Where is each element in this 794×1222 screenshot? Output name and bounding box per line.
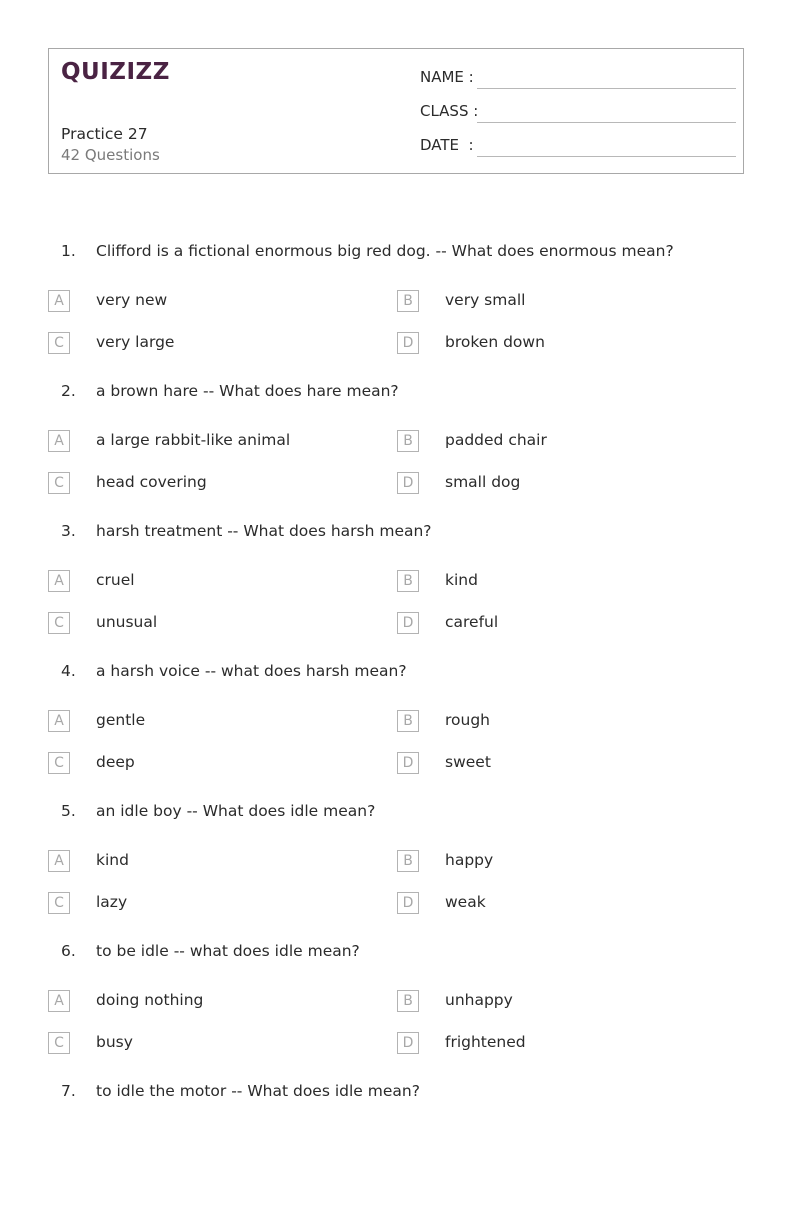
option-letter-box[interactable]: C [48,752,70,774]
question-item [0,242,794,382]
option-letter-box[interactable]: D [397,892,419,914]
question-number: 4. [61,662,76,680]
name-label: NAME : [420,68,474,86]
option-letter-box[interactable]: A [48,290,70,312]
option-text: happy [445,851,494,869]
date-line[interactable] [477,156,736,157]
question-text: a brown hare -- What does hare mean? [96,382,399,400]
option-text: busy [96,1033,133,1051]
question-item [0,662,794,802]
option-letter-box[interactable]: A [48,430,70,452]
option-letter-box[interactable]: B [397,430,419,452]
option-letter-box[interactable]: D [397,752,419,774]
option-text: careful [445,613,499,631]
question-text: to idle the motor -- What does idle mean? [96,1082,420,1100]
worksheet-header [48,48,744,174]
date-field[interactable] [420,136,735,156]
option-text: broken down [445,333,545,351]
option-text: gentle [96,711,146,729]
question-number: 7. [61,1082,76,1100]
question-text: Clifford is a fictional enormous big red dog. -- What does enormous mean? [96,242,674,260]
question-number: 6. [61,942,76,960]
option-letter-box[interactable]: B [397,570,419,592]
question-item [0,1082,794,1222]
option-letter-box[interactable]: C [48,1032,70,1054]
question-item [0,802,794,942]
option-letter-box[interactable]: C [48,612,70,634]
class-field[interactable] [420,102,735,122]
option-text: sweet [445,753,491,771]
question-count: 42 Questions [61,146,160,164]
option-letter-box[interactable]: B [397,710,419,732]
option-letter-box[interactable]: A [48,710,70,732]
quizizz-logo: QUIZIZZ [61,59,170,85]
option-letter-box[interactable]: D [397,612,419,634]
option-text: kind [96,851,129,869]
question-item [0,522,794,662]
option-text: rough [445,711,491,729]
option-text: small dog [445,473,521,491]
option-text: very new [96,291,168,309]
question-item [0,382,794,522]
question-text: harsh treatment -- What does harsh mean? [96,522,432,540]
option-text: deep [96,753,135,771]
option-text: weak [445,893,486,911]
option-text: a large rabbit-like animal [96,431,291,449]
option-letter-box[interactable]: C [48,332,70,354]
question-text: an idle boy -- What does idle mean? [96,802,376,820]
option-letter-box[interactable]: B [397,290,419,312]
worksheet-title: Practice 27 [61,125,148,143]
option-letter-box[interactable]: C [48,892,70,914]
option-text: unusual [96,613,158,631]
option-text: lazy [96,893,128,911]
name-line[interactable] [477,88,736,89]
option-text: unhappy [445,991,513,1009]
question-text: a harsh voice -- what does harsh mean? [96,662,407,680]
option-letter-box[interactable]: D [397,472,419,494]
class-line[interactable] [477,122,736,123]
name-field[interactable] [420,68,735,88]
option-text: very large [96,333,175,351]
question-number: 1. [61,242,76,260]
option-text: doing nothing [96,991,204,1009]
option-text: kind [445,571,478,589]
option-letter-box[interactable]: D [397,332,419,354]
class-label: CLASS : [420,102,479,120]
option-letter-box[interactable]: A [48,990,70,1012]
option-letter-box[interactable]: D [397,1032,419,1054]
option-letter-box[interactable]: A [48,570,70,592]
option-text: very small [445,291,526,309]
option-letter-box[interactable]: A [48,850,70,872]
option-text: frightened [445,1033,526,1051]
question-number: 2. [61,382,76,400]
option-text: padded chair [445,431,547,449]
question-number: 3. [61,522,76,540]
option-letter-box[interactable]: B [397,990,419,1012]
option-letter-box[interactable]: C [48,472,70,494]
question-number: 5. [61,802,76,820]
date-label: DATE : [420,136,474,154]
question-text: to be idle -- what does idle mean? [96,942,360,960]
option-text: head covering [96,473,207,491]
option-letter-box[interactable]: B [397,850,419,872]
question-item [0,942,794,1082]
option-text: cruel [96,571,135,589]
